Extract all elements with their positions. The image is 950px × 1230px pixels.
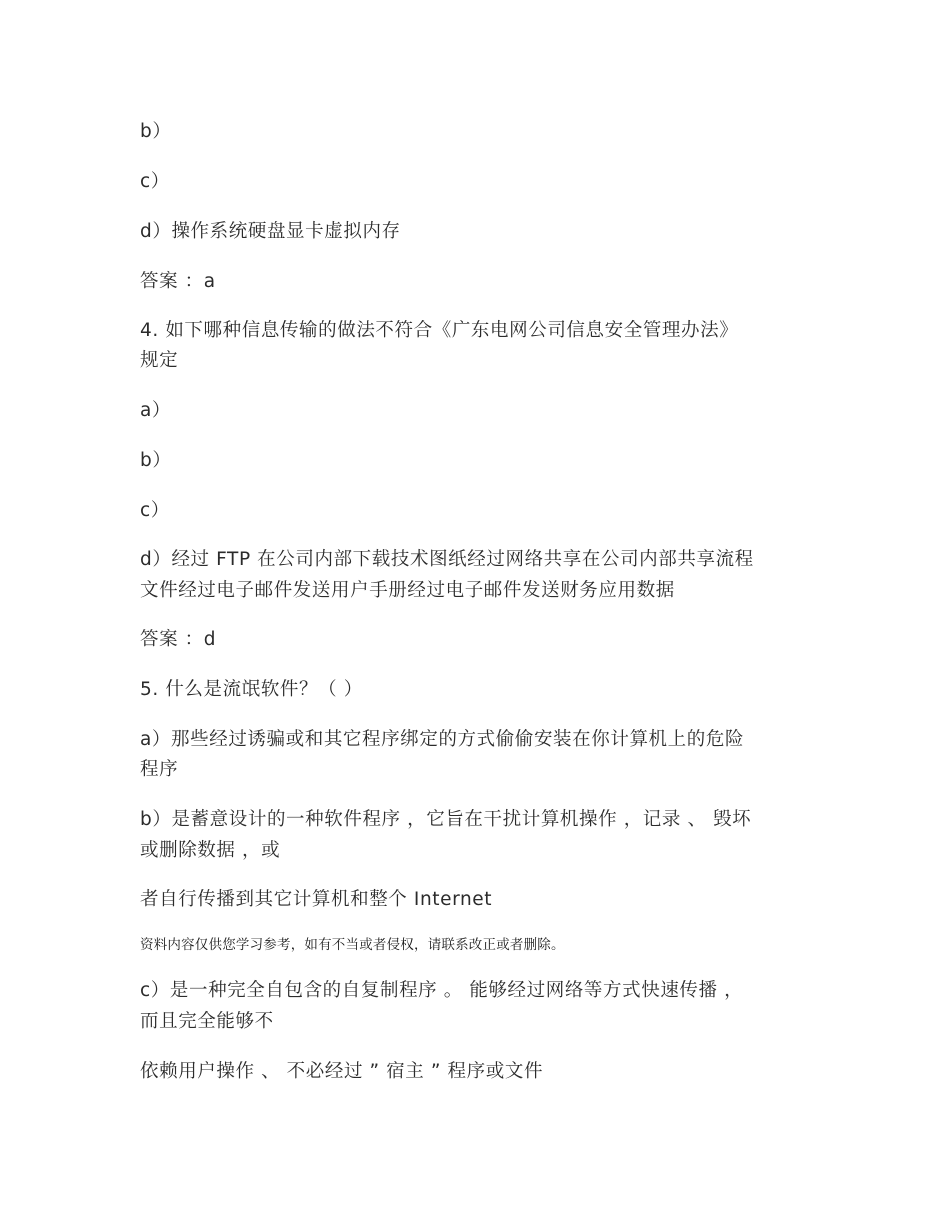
option-d-line: d）操作系统硬盘显卡虚拟内存 — [140, 221, 401, 242]
question-4-line-2: 规定 — [140, 350, 179, 371]
question-4-line-1: 4. 如下哪种信息传输的做法不符合《广东电网公司信息安全管理办法》 — [140, 320, 739, 341]
copyright-note: 资料内容仅供您学习参考，如有不当或者侵权，请联系改正或者删除。 — [140, 937, 565, 953]
option-b-line: b） — [140, 121, 172, 142]
option-c-line: c） — [140, 171, 170, 192]
q5-option-a-line-1: a）那些经过诱骗或和其它程序绑定的方式偷偷安装在你计算机上的危险 — [140, 729, 745, 750]
q5-option-a-line-2: 程序 — [140, 759, 179, 780]
q5-option-b-line-3: 者自行传播到其它计算机和整个 Internet — [140, 889, 493, 910]
question-5: 5. 什么是流氓软件？（ ） — [140, 679, 363, 700]
q5-option-b-line-2: 或删除数据 ，或 — [140, 840, 281, 861]
q4-option-d-line-2: 文件经过电子邮件发送用户手册经过电子邮件发送财务应用数据 — [140, 580, 675, 601]
q5-option-c-line-2: 而且完全能够不 — [140, 1011, 274, 1032]
q5-option-c-line-3: 依赖用户操作 、 不必经过 ” 宿主 ” 程序或文件 — [140, 1061, 544, 1082]
q4-option-b: b） — [140, 450, 172, 471]
q5-option-b-line-1: b）是蓄意设计的一种软件程序 ，它旨在干扰计算机操作 ，记录 、 毁坏 — [140, 809, 752, 830]
q5-option-c-line-1: c）是一种完全自包含的自复制程序 。 能够经过网络等方式快速传播 ， — [140, 980, 744, 1001]
q4-answer: 答案 ：d — [140, 629, 217, 650]
answer-line: 答案 ：a — [140, 271, 216, 292]
q4-option-a: a） — [140, 400, 172, 421]
q4-option-d-line-1: d）经过 FTP 在公司内部下载技术图纸经过网络共享在公司内部共享流程 — [140, 549, 754, 570]
q4-option-c: c） — [140, 500, 170, 521]
